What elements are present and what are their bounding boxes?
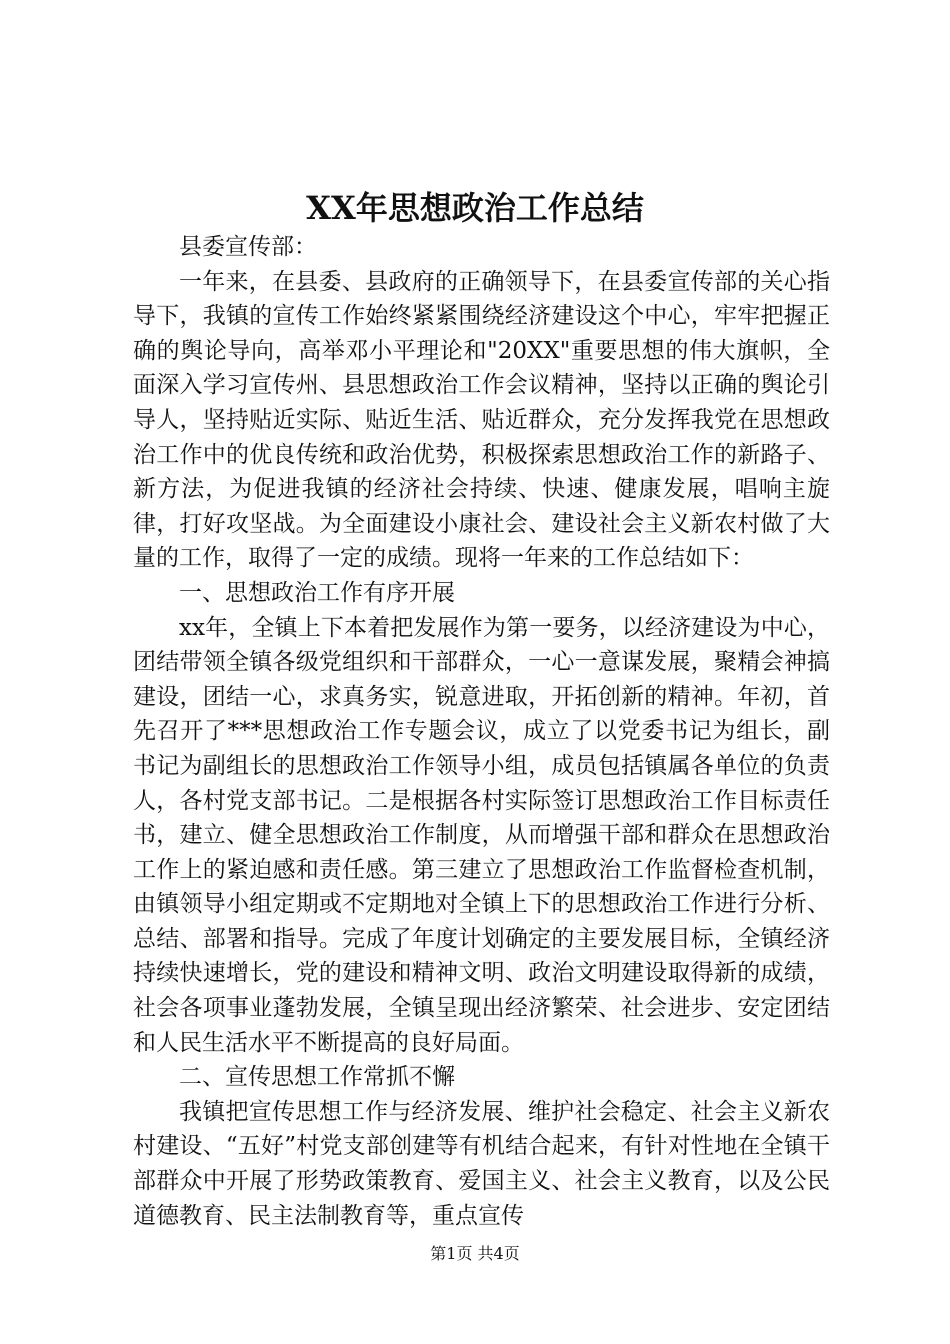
paragraph-section-2: 我镇把宣传思想工作与经济发展、维护社会稳定、社会主义新农村建设、“五好”村党支部创建等有机结合起来，有针对性地在全镇干部群众中开展了形势政策教育、爱国主义、社会主义教育，以及公民道德教育、民主法制教育等，重点宣传	[133, 1098, 830, 1229]
page-footer: 第1页 共4页	[430, 1244, 520, 1263]
paragraph-section-1: xx年，全镇上下本着把发展作为第一要务，以经济建设为中心，团结带领全镇各级党组织和干部群众，一心一意谋发展，聚精会神搞建设，团结一心，求真务实，锐意进取，开拓创新的精神。年初，首先召开了***思想政治工作专题会议，成立了以党委书记为组长，副书记为副组长的思想政治工作领导小组，成员包括镇属各单位的负责人，各村党支部书记。二是根据各村实际签订思想政治工作目标责任书，建立、健全思想政治工作制度，从而增强干部和群众在思想政治工作上的紧迫感和责任感。第三建立了思想政治工作监督检查机制，由镇领导小组定期或不定期地对全镇上下的思想政治工作进行分析、总结、部署和指导。完成了年度计划确定的主要发展目标，全镇经济持续快速增长，党的建设和精神文明、政治文明建设取得新的成绩，社会各项事业蓬勃发展，全镇呈现出经济繁荣、社会进步、安定团结和人民生活水平不断提高的良好局面。	[133, 614, 830, 1056]
document-title: XX年思想政治工作总结	[306, 189, 644, 227]
salutation: 县委宣传部：	[179, 234, 317, 260]
section-heading-2: 二、宣传思想工作常抓不懈	[179, 1064, 455, 1091]
section-heading-1: 一、思想政治工作有序开展	[179, 579, 455, 606]
document-body	[133, 230, 830, 1233]
paragraph-intro: 一年来，在县委、县政府的正确领导下，在县委宣传部的关心指导下，我镇的宣传工作始终紧紧围绕经济建设这个中心，牢牢把握正确的舆论导向，高举邓小平理论和"20XX"重要思想的伟大旗帜，全面深入学习宣传州、县思想政治工作会议精神，坚持以正确的舆论引导人，坚持贴近实际、贴近生活、贴近群众，充分发挥我党在思想政治工作中的优良传统和政治优势，积极探索思想政治工作的新路子、新方法，为促进我镇的经济社会持续、快速、健康发展，唱响主旋律，打好攻坚战。为全面建设小康社会、建设社会主义新农村做了大量的工作，取得了一定的成绩。现将一年来的工作总结如下：	[133, 268, 830, 572]
